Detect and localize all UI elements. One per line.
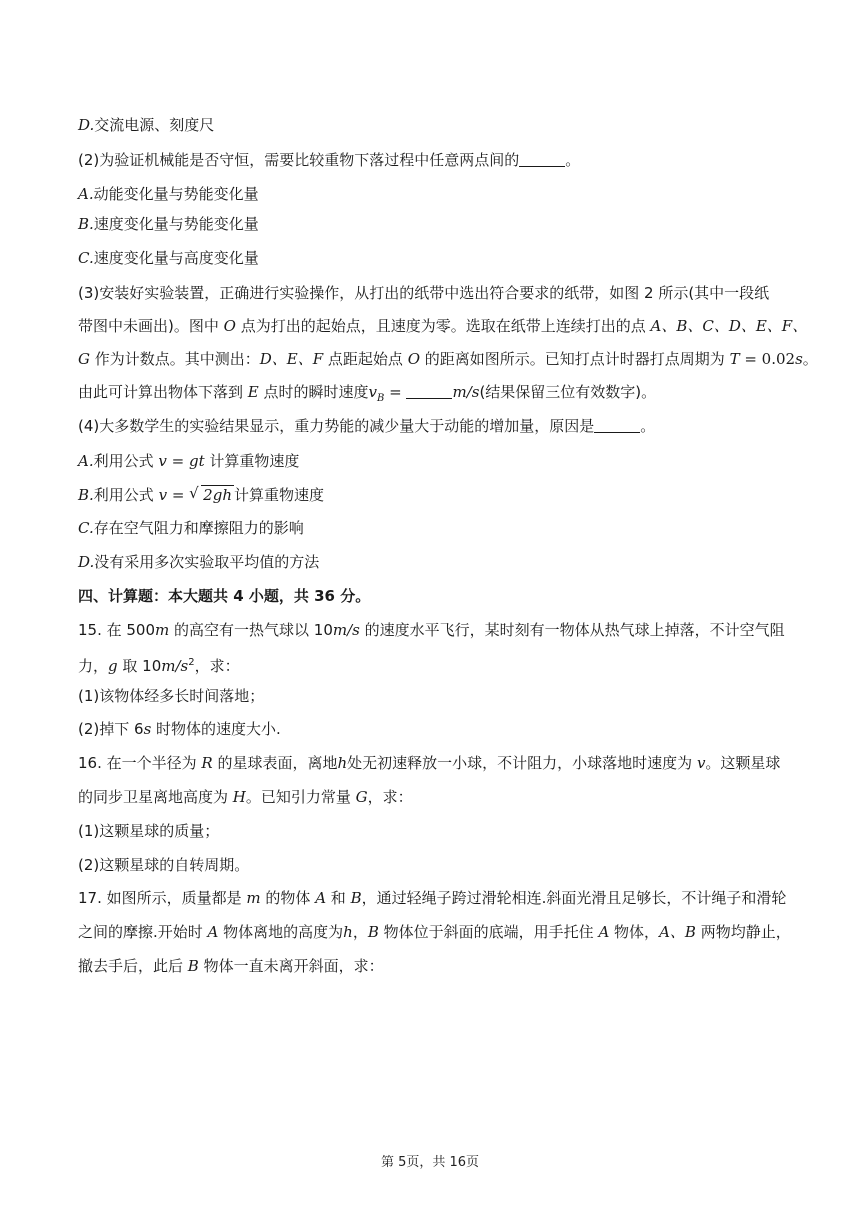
question-15-sub-1: (1)该物体经多长时间落地； <box>78 687 265 705</box>
question-part-3-line-1: (3)安装好实验装置，正确进行实验操作，从打出的纸带中选出符合要求的纸带，如图 2 所示(其中一段纸 <box>78 284 770 302</box>
option-a-line: A.动能变化量与势能变化量 <box>78 185 259 203</box>
question-15-line-2: 力，g 取 $10m/s^2$，求： <box>78 657 240 675</box>
option-c-line: C.存在空气阻力和摩擦阻力的影响 <box>78 519 304 537</box>
question-15-sub-2: (2)掉下 6s 时物体的速度大小. <box>78 720 281 738</box>
answer-blank[interactable] <box>406 384 452 399</box>
option-d-line: D.交流电源、刻度尺 <box>78 116 215 134</box>
option-d-line: D.没有采用多次实验取平均值的方法 <box>78 553 320 571</box>
question-part-4: (4)大多数学生的实验结果显示，重力势能的减少量大于动能的增加量，原因是 。 <box>78 417 656 435</box>
option-b-line: B.利用公式 v = √ 2gh 计算重物速度 <box>78 484 324 504</box>
question-part-2: (2)为验证机械能是否守恒，需要比较重物下落过程中任意两点间的 。 <box>78 151 581 169</box>
page-footer: 第 5页，共 16页 <box>380 1155 480 1170</box>
option-a-line: A.利用公式 v = gt 计算重物速度 <box>78 452 300 470</box>
question-16-line-2: 的同步卫星离地高度为 H。已知引力常量 G，求： <box>78 788 413 806</box>
question-part-3-line-2: 带图中未画出)。图中 O 点为打出的起始点，且速度为零。选取在纸带上连续打出的点 A、B、C、D、E、F、 <box>78 317 808 335</box>
option-b-line: B.速度变化量与势能变化量 <box>78 215 259 233</box>
question-17-line-3: 撤去手后，此后 B 物体一直未离开斜面，求： <box>78 957 384 975</box>
answer-blank[interactable] <box>594 418 640 433</box>
question-16-line-1: 16. 在一个半径为 R 的星球表面，离地h处无初速释放一小球，不计阻力，小球落地时速度为 v。这颗星球 <box>78 754 781 772</box>
question-17-line-1: 17. 如图所示，质量都是 m 的物体 A 和 B，通过轻绳子跨过滑轮相连.斜面光滑且足够长，不计绳子和滑轮 <box>78 889 787 907</box>
question-part-3-line-4: 由此可计算出物体下落到 E 点时的瞬时速度$v_B = m/s$(结果保留三位有效数字)。 <box>78 383 657 404</box>
section-title: 四、计算题：本大题共 4 小题，共 36 分。 <box>78 587 371 605</box>
question-15-line-1: 15. 在 500m 的高空有一热气球以 10m/s 的速度水平飞行，某时刻有一物体从热气球上掉落，不计空气阻 <box>78 621 785 639</box>
option-c-line: C.速度变化量与高度变化量 <box>78 249 259 267</box>
question-16-sub-2: (2)这颗星球的自转周期。 <box>78 856 250 874</box>
answer-blank[interactable] <box>519 152 565 167</box>
question-part-3-line-3: G 作为计数点。其中测出：D、E、F 点距起始点 O 的距离如图所示。已知打点计时器打点周期为 T = 0.02s。 <box>78 350 818 368</box>
question-17-line-2: 之间的摩擦.开始时 A 物体离地的高度为h，B 物体位于斜面的底端，用手托住 A 物体，A、B 两物均静止， <box>78 923 791 941</box>
square-root: √ 2gh <box>189 484 232 504</box>
question-16-sub-1: (1)这颗星球的质量； <box>78 822 220 840</box>
